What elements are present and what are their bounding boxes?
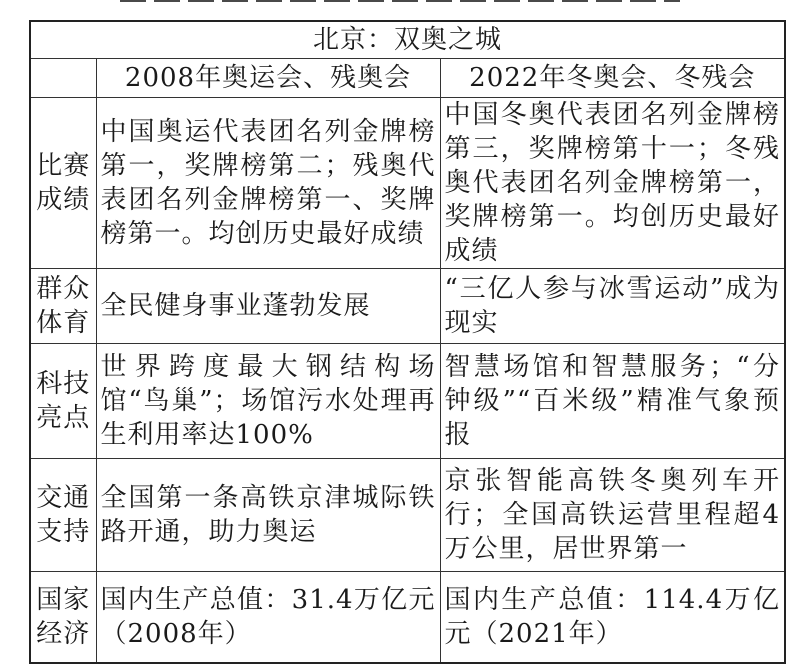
row-header-label: 比赛成绩: [36, 151, 91, 215]
cell-2022: “三亿人参与冰雪运动”成为现实: [440, 269, 785, 344]
table-row: [30, 459, 785, 572]
row-header: [30, 572, 96, 664]
column-header-2022: 2022年冬奥会、冬残会: [440, 59, 785, 98]
table-row: [30, 269, 785, 344]
cell-2022: 国内生产总值：114.4万亿元（2021年）: [440, 572, 785, 664]
olympics-comparison-table: [29, 20, 786, 664]
cell-2008: 全民健身事业蓬勃发展: [96, 269, 440, 344]
row-header: [30, 344, 96, 459]
column-header-2008: 2008年奥运会、残奥会: [96, 59, 440, 98]
cell-2008: 全国第一条高铁京津城际铁路开通，助力奥运: [96, 459, 440, 572]
cell-2022: 京张智能高铁冬奥列车开行；全国高铁运营里程超4万公里，居世界第一: [440, 459, 785, 572]
row-header: [30, 269, 96, 344]
table-title: 北京：双奥之城: [30, 21, 785, 59]
table-row: [30, 344, 785, 459]
row-header: [30, 459, 96, 572]
cropped-caption-remnant: [120, 0, 680, 2]
table-row: [30, 98, 785, 269]
row-header-label: 交通支持: [36, 483, 91, 547]
cell-2022: 智慧场馆和智慧服务；“分钟级”“百米级”精准气象预报: [440, 344, 785, 459]
row-header: [30, 98, 96, 269]
corner-cell: [30, 59, 96, 98]
cell-2022: 中国冬奥代表团名列金牌榜第三，奖牌榜第十一；冬残奥代表团名列金牌榜第一，奖牌榜第一。均创历史最好成绩: [440, 98, 785, 269]
cell-2008: 中国奥运代表团名列金牌榜第一，奖牌榜第二；残奥代表团名列金牌榜第一、奖牌榜第一。均创历史最好成绩: [96, 98, 440, 269]
row-header-label: 国家经济: [36, 585, 91, 649]
cell-2008: 国内生产总值：31.4万亿元（2008年）: [96, 572, 440, 664]
cell-2008: 世界跨度最大钢结构场馆“鸟巢”；场馆污水处理再生利用率达100%: [96, 344, 440, 459]
table-row: [30, 572, 785, 664]
row-header-label: 群众体育: [36, 274, 91, 338]
row-header-label: 科技亮点: [36, 369, 91, 433]
